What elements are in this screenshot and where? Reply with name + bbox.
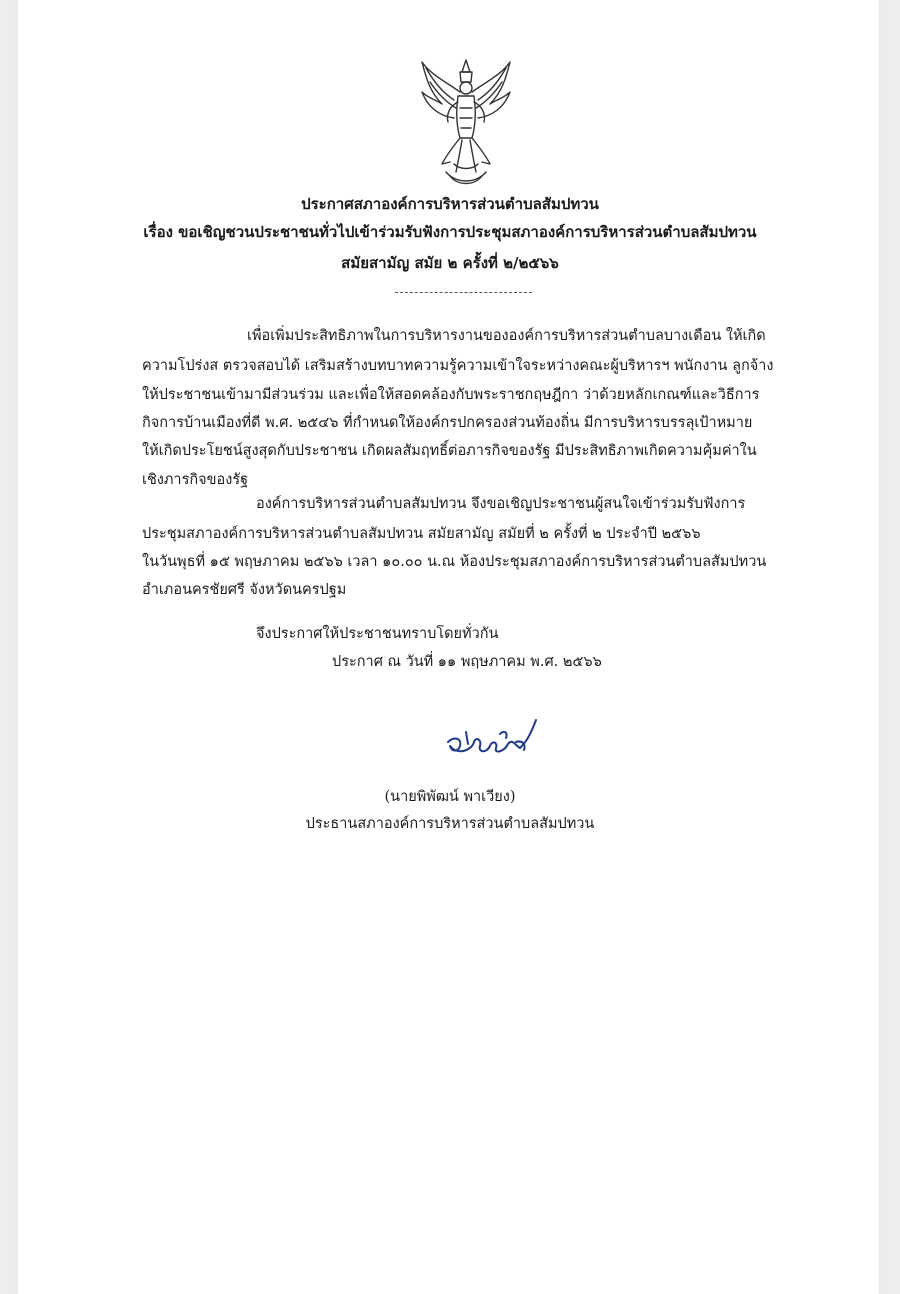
title-divider: [395, 292, 532, 293]
announcement-subject: เรื่อง ขอเชิญชวนประชาชนทั่วไปเข้าร่วมรับฟังการประชุมสภาองค์การบริหารส่วนตำบลสัมปทวน: [143, 223, 757, 241]
paragraph1-line: กิจการบ้านเมืองที่ดี พ.ศ. ๒๕๔๖ ที่กำหนดให้องค์กรปกครองส่วนท้องถิ่น มีการบริหารบรรลุเป้าหมาย: [142, 415, 753, 431]
signatory-position: ประธานสภาองค์การบริหารส่วนตำบลสัมปทวน: [305, 816, 595, 832]
closing-date: ประกาศ ณ วันที่ ๑๑ พฤษภาคม พ.ศ. ๒๕๖๖: [332, 654, 602, 670]
paragraph2-line: องค์การบริหารส่วนตำบลสัมปทวน จึงขอเชิญประชาชนผู้สนใจเข้าร่วมรับฟังการ: [256, 496, 746, 512]
document-page: [18, 0, 879, 1294]
paragraph2-line: ประชุมสภาองค์การบริหารส่วนตำบลสัมปทวน สมัยสามัญ สมัยที่ ๒ ครั้งที่ ๒ ประจำปี ๒๕๖๖: [142, 526, 701, 542]
handwritten-signature-icon: [428, 712, 568, 770]
garuda-emblem-icon: [416, 52, 516, 190]
paragraph1-line: เพื่อเพิ่มประสิทธิภาพในการบริหารงานขององค์การบริหารส่วนตำบลบางเดือน ให้เกิด: [247, 328, 766, 344]
paragraph1-line: ให้เกิดประโยชน์สูงสุดกับประชาชน เกิดผลสัมฤทธิ์ต่อภารกิจของรัฐ มีประสิทธิภาพเกิดความคุ้มค่าใน: [142, 443, 757, 459]
paragraph1-line: ให้ประชาชนเข้ามามีส่วนร่วม และเพื่อให้สอดคล้องกับพระราชกฤษฎีกา ว่าด้วยหลักเกณฑ์และวิธีการ: [142, 387, 760, 403]
paragraph2-line: อำเภอนครชัยศรี จังหวัดนครปฐม: [142, 582, 347, 598]
paragraph1-line: ความโปร่งส ตรวจสอบได้ เสริมสร้างบทบาทความรู้ความเข้าใจระหว่างคณะผู้บริหารฯ พนักงาน ลูกจ้าง: [142, 358, 774, 374]
signatory-name: (นายพิพัฒน์ พาเวียง): [384, 789, 516, 805]
announcement-title: ประกาศสภาองค์การบริหารส่วนตำบลสัมปทวน: [301, 195, 599, 213]
closing-announce: จึงประกาศให้ประชาชนทราบโดยทั่วกัน: [256, 626, 499, 642]
paragraph2-line: ในวันพุธที่ ๑๕ พฤษภาคม ๒๕๖๖ เวลา ๑๐.๐๐ น.ณ ห้องประชุมสภาองค์การบริหารส่วนตำบลสัมปทวน: [142, 554, 767, 570]
announcement-session: สมัยสามัญ สมัย ๒ ครั้งที่ ๒/๒๕๖๖: [341, 254, 559, 272]
paragraph1-line: เชิงภารกิจของรัฐ: [142, 472, 249, 488]
